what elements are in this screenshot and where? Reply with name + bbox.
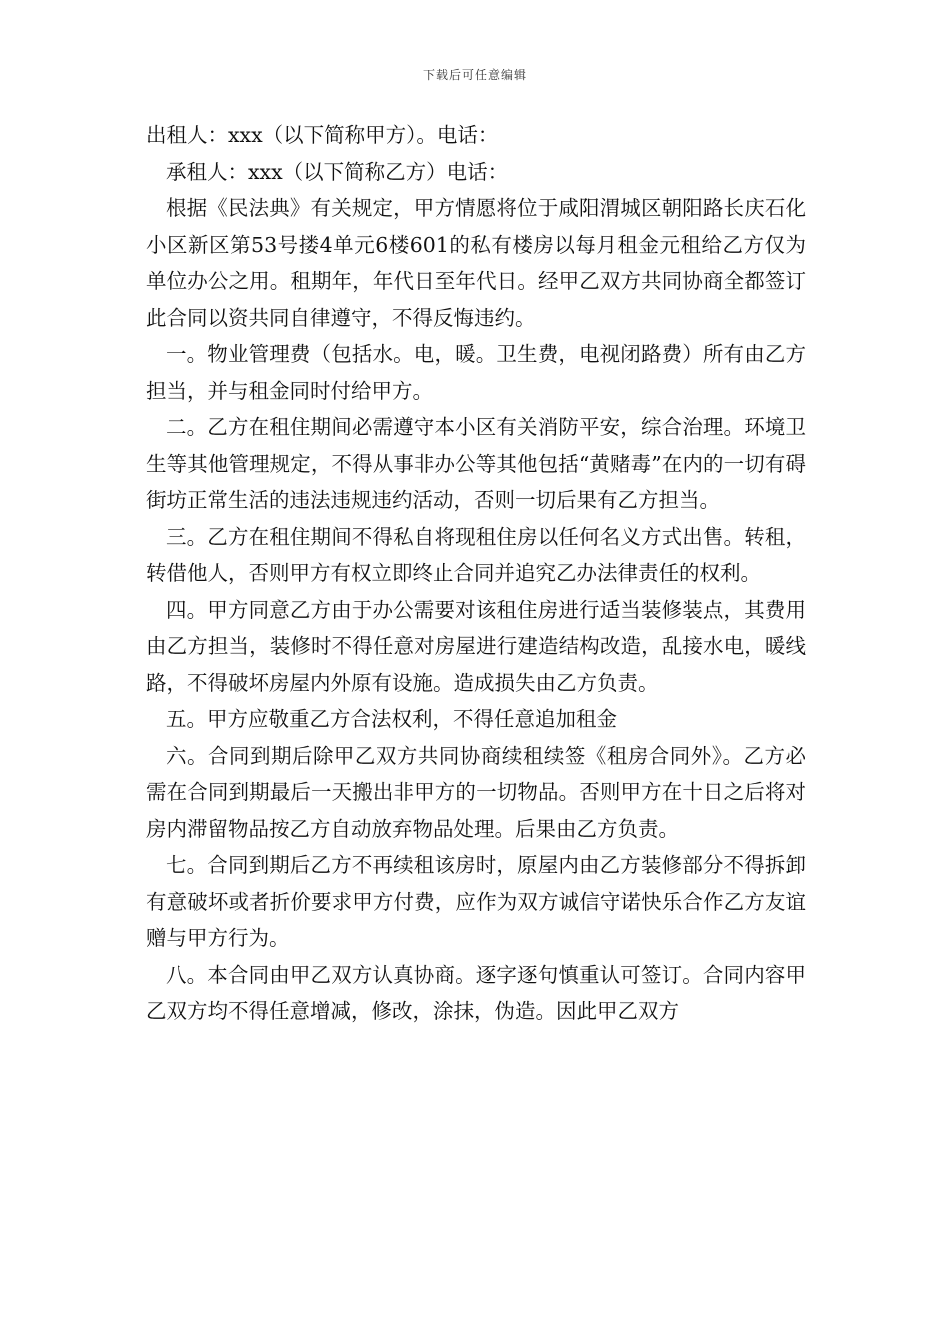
- clause-6: 六。合同到期后除甲乙双方共同协商续租续签《租房合同外》。乙方必需在合同到期最后一天搬出非甲方的一切物品。否则甲方在十日之后将对房内滞留物品按乙方自动放弃物品处理。后果由乙方负责。: [146, 743, 806, 841]
- clause-4: 四。甲方同意乙方由于办公需要对该租住房进行适当装修装点，其费用由乙方担当，装修时不得任意对房屋进行建造结构改造，乱接水电，暖线路，不得破坏房屋内外原有设施。造成损失由乙方负责。: [146, 597, 806, 695]
- clause-5: 五。甲方应敬重乙方合法权利，不得任意追加租金: [166, 707, 617, 731]
- preamble-paragraph: 根据《民法典》有关规定，甲方情愿将位于咸阳渭城区朝阳路长庆石化小区新区第53号搂4单元6楼601的私有楼房以每月租金元租给乙方仅为单位办公之用。租期年，年代日至年代日。经甲乙双方共同协商全都签订此合同以资共同自律遵守，不得反悔违约。: [146, 196, 806, 330]
- lessee-line: 承租人：xxx（以下简称乙方）电话：: [166, 159, 509, 184]
- contract-body: [146, 117, 806, 1030]
- clause-3: 三。乙方在租住期间不得私自将现租住房以任何名义方式出售。转租，转借他人，否则甲方有权立即终止合同并追究乙办法律责任的权利。: [146, 524, 806, 585]
- page-header-note: 下载后可任意编辑: [422, 68, 527, 82]
- clause-7: 七。合同到期后乙方不再续租该房时，原屋内由乙方装修部分不得拆卸有意破坏或者折价要求甲方付费，应作为双方诚信守诺快乐合作乙方友谊赠与甲方行为。: [146, 853, 806, 950]
- lessor-line: 出租人：xxx（以下简称甲方）。电话：: [146, 123, 499, 147]
- clause-8: 八。本合同由甲乙双方认真协商。逐字逐句慎重认可签订。合同内容甲乙双方均不得任意增减，修改，涂抹，伪造。因此甲乙双方: [146, 962, 806, 1023]
- clause-2: 二。乙方在租住期间必需遵守本小区有关消防平安，综合治理。环境卫生等其他管理规定，不得从事非办公等其他包括“黄赌毒”在内的一切有碍街坊正常生活的违法违规违约活动，否则一切后果有乙方担当。: [146, 415, 806, 512]
- clause-1: 一。物业管理费（包括水。电，暖。卫生费，电视闭路费）所有由乙方担当，并与租金同时付给甲方。: [146, 342, 806, 403]
